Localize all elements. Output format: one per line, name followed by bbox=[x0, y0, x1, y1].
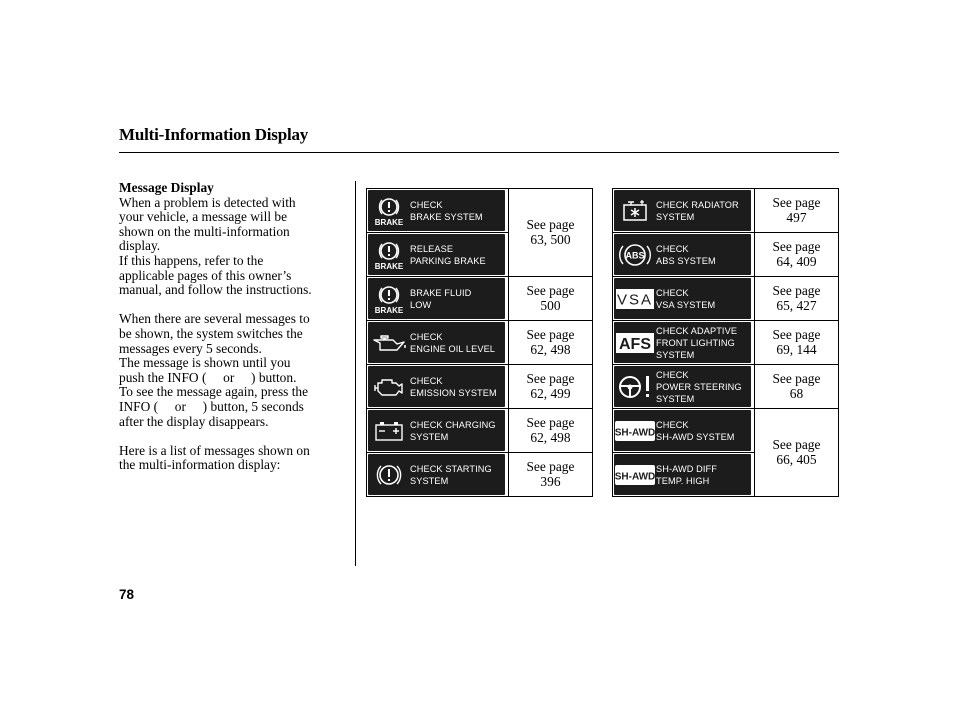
svg-text:BRAKE: BRAKE bbox=[374, 305, 404, 314]
display-panel bbox=[368, 190, 505, 231]
page-reference: See page 396 bbox=[508, 453, 592, 497]
message-line: BRAKE SYSTEM bbox=[410, 211, 483, 222]
message-cell bbox=[613, 365, 755, 409]
display-panel bbox=[614, 410, 751, 451]
message-line: SYSTEM bbox=[656, 349, 695, 360]
afs-icon bbox=[614, 322, 656, 363]
message-line: SYSTEM bbox=[656, 393, 695, 404]
page-reference: See page 64, 409 bbox=[754, 233, 838, 277]
message-line: PARKING BRAKE bbox=[410, 255, 486, 266]
brake-warning-icon bbox=[368, 234, 410, 275]
message-line: CHECK CHARGING bbox=[410, 419, 496, 430]
page-number: 78 bbox=[119, 587, 135, 602]
body-line: applicable pages of this owner’s bbox=[119, 267, 292, 283]
abs-icon bbox=[614, 234, 656, 275]
svg-text:SH-AWD: SH-AWD bbox=[614, 427, 656, 438]
message-line: CHECK bbox=[410, 199, 443, 210]
body-line: display. bbox=[119, 238, 161, 254]
message-line: VSA SYSTEM bbox=[656, 299, 716, 310]
message-line: ENGINE OIL LEVEL bbox=[410, 343, 496, 354]
page-reference: See page 500 bbox=[508, 277, 592, 321]
page-reference: See page 63, 500 bbox=[508, 189, 592, 277]
message-line: RELEASE bbox=[410, 243, 454, 254]
message-line: SH-AWD DIFF bbox=[656, 463, 717, 474]
message-line: LOW bbox=[410, 299, 432, 310]
sh-awd-icon bbox=[614, 454, 656, 495]
brake-warning-icon bbox=[368, 190, 410, 231]
message-line: FRONT LIGHTING bbox=[656, 337, 735, 348]
display-panel bbox=[614, 366, 751, 407]
message-display-text bbox=[119, 181, 343, 473]
display-panel bbox=[368, 454, 505, 495]
body-line: The message is shown until you bbox=[119, 355, 291, 371]
body-line: manual, and follow the instructions. bbox=[119, 282, 312, 298]
message-cell bbox=[367, 409, 509, 453]
display-panel bbox=[368, 410, 505, 451]
oil-can-icon bbox=[368, 322, 410, 363]
display-panel bbox=[368, 322, 505, 363]
message-cell bbox=[613, 277, 755, 321]
body-line: your vehicle, a message will be bbox=[119, 209, 288, 225]
display-panel bbox=[614, 234, 751, 275]
page-reference: See page 69, 144 bbox=[754, 321, 838, 365]
page-reference: See page 62, 498 bbox=[508, 409, 592, 453]
column-divider bbox=[355, 181, 356, 566]
body-line: Here is a list of messages shown on bbox=[119, 442, 310, 458]
message-line: CHECK ADAPTIVE bbox=[656, 325, 738, 336]
message-line: CHECK STARTING bbox=[410, 463, 492, 474]
message-line: SH-AWD SYSTEM bbox=[656, 431, 735, 442]
message-line: SYSTEM bbox=[410, 431, 449, 442]
exclamation-circle-icon bbox=[368, 454, 410, 495]
page-reference: See page 66, 405 bbox=[754, 409, 838, 497]
message-line: POWER STEERING bbox=[656, 381, 742, 392]
body-line: be shown, the system switches the bbox=[119, 325, 303, 341]
page-reference: See page 497 bbox=[754, 189, 838, 233]
section-heading: Message Display bbox=[119, 180, 214, 195]
svg-text:VSA: VSA bbox=[616, 291, 654, 308]
body-line: INFO ( or ) button, 5 seconds bbox=[119, 398, 304, 414]
body-line: push the INFO ( or ) button. bbox=[119, 369, 297, 385]
message-line: CHECK bbox=[656, 243, 689, 254]
battery-icon bbox=[368, 410, 410, 451]
message-cell bbox=[613, 189, 755, 233]
body-line: after the display disappears. bbox=[119, 413, 269, 429]
svg-text:BRAKE: BRAKE bbox=[374, 217, 404, 226]
body-line: If this happens, refer to the bbox=[119, 252, 264, 268]
title-divider bbox=[119, 152, 839, 153]
message-cell bbox=[613, 233, 755, 277]
svg-text:AFS: AFS bbox=[619, 335, 651, 353]
display-panel bbox=[614, 454, 751, 495]
message-line: CHECK bbox=[656, 419, 689, 430]
radiator-icon bbox=[614, 190, 656, 231]
message-line: ABS SYSTEM bbox=[656, 255, 716, 266]
svg-text:ABS: ABS bbox=[625, 250, 645, 260]
message-cell bbox=[367, 233, 509, 277]
body-line: To see the message again, press the bbox=[119, 384, 309, 400]
body-line: When there are several messages to bbox=[119, 311, 310, 327]
svg-text:BRAKE: BRAKE bbox=[374, 261, 404, 270]
body-line: messages every 5 seconds. bbox=[119, 340, 262, 356]
message-line: SYSTEM bbox=[656, 211, 695, 222]
svg-text:SH-AWD: SH-AWD bbox=[614, 471, 656, 482]
display-panel bbox=[614, 190, 751, 231]
message-line: CHECK bbox=[410, 331, 443, 342]
message-line: CHECK bbox=[656, 287, 689, 298]
page-reference: See page 62, 499 bbox=[508, 365, 592, 409]
message-line: TEMP. HIGH bbox=[656, 475, 710, 486]
steering-wheel-icon bbox=[614, 366, 656, 407]
message-cell bbox=[367, 321, 509, 365]
message-line: SYSTEM bbox=[410, 475, 449, 486]
display-panel bbox=[614, 278, 751, 319]
display-panel bbox=[368, 366, 505, 407]
message-cell bbox=[367, 277, 509, 321]
display-panel bbox=[368, 278, 505, 319]
message-cell bbox=[613, 409, 755, 453]
brake-warning-icon bbox=[368, 278, 410, 319]
message-line: CHECK RADIATOR bbox=[656, 199, 739, 210]
engine-icon bbox=[368, 366, 410, 407]
page-reference: See page 65, 427 bbox=[754, 277, 838, 321]
body-line: the multi-information display: bbox=[119, 457, 281, 473]
body-line: When a problem is detected with bbox=[119, 194, 296, 210]
display-panel bbox=[614, 322, 751, 363]
message-line: CHECK bbox=[410, 375, 443, 386]
message-table-right bbox=[612, 188, 839, 497]
message-cell bbox=[613, 321, 755, 365]
message-line: BRAKE FLUID bbox=[410, 287, 472, 298]
message-table-left bbox=[366, 188, 593, 497]
page-title: Multi-Information Display bbox=[119, 125, 309, 144]
message-line: EMISSION SYSTEM bbox=[410, 387, 497, 398]
page-reference: See page 62, 498 bbox=[508, 321, 592, 365]
body-line: shown on the multi-information bbox=[119, 223, 290, 239]
page-reference: See page 68 bbox=[754, 365, 838, 409]
message-cell bbox=[613, 453, 755, 497]
vsa-icon bbox=[614, 278, 656, 319]
message-cell bbox=[367, 365, 509, 409]
message-line: CHECK bbox=[656, 369, 689, 380]
message-cell bbox=[367, 189, 509, 233]
display-panel bbox=[368, 234, 505, 275]
sh-awd-icon bbox=[614, 410, 656, 451]
message-cell bbox=[367, 453, 509, 497]
